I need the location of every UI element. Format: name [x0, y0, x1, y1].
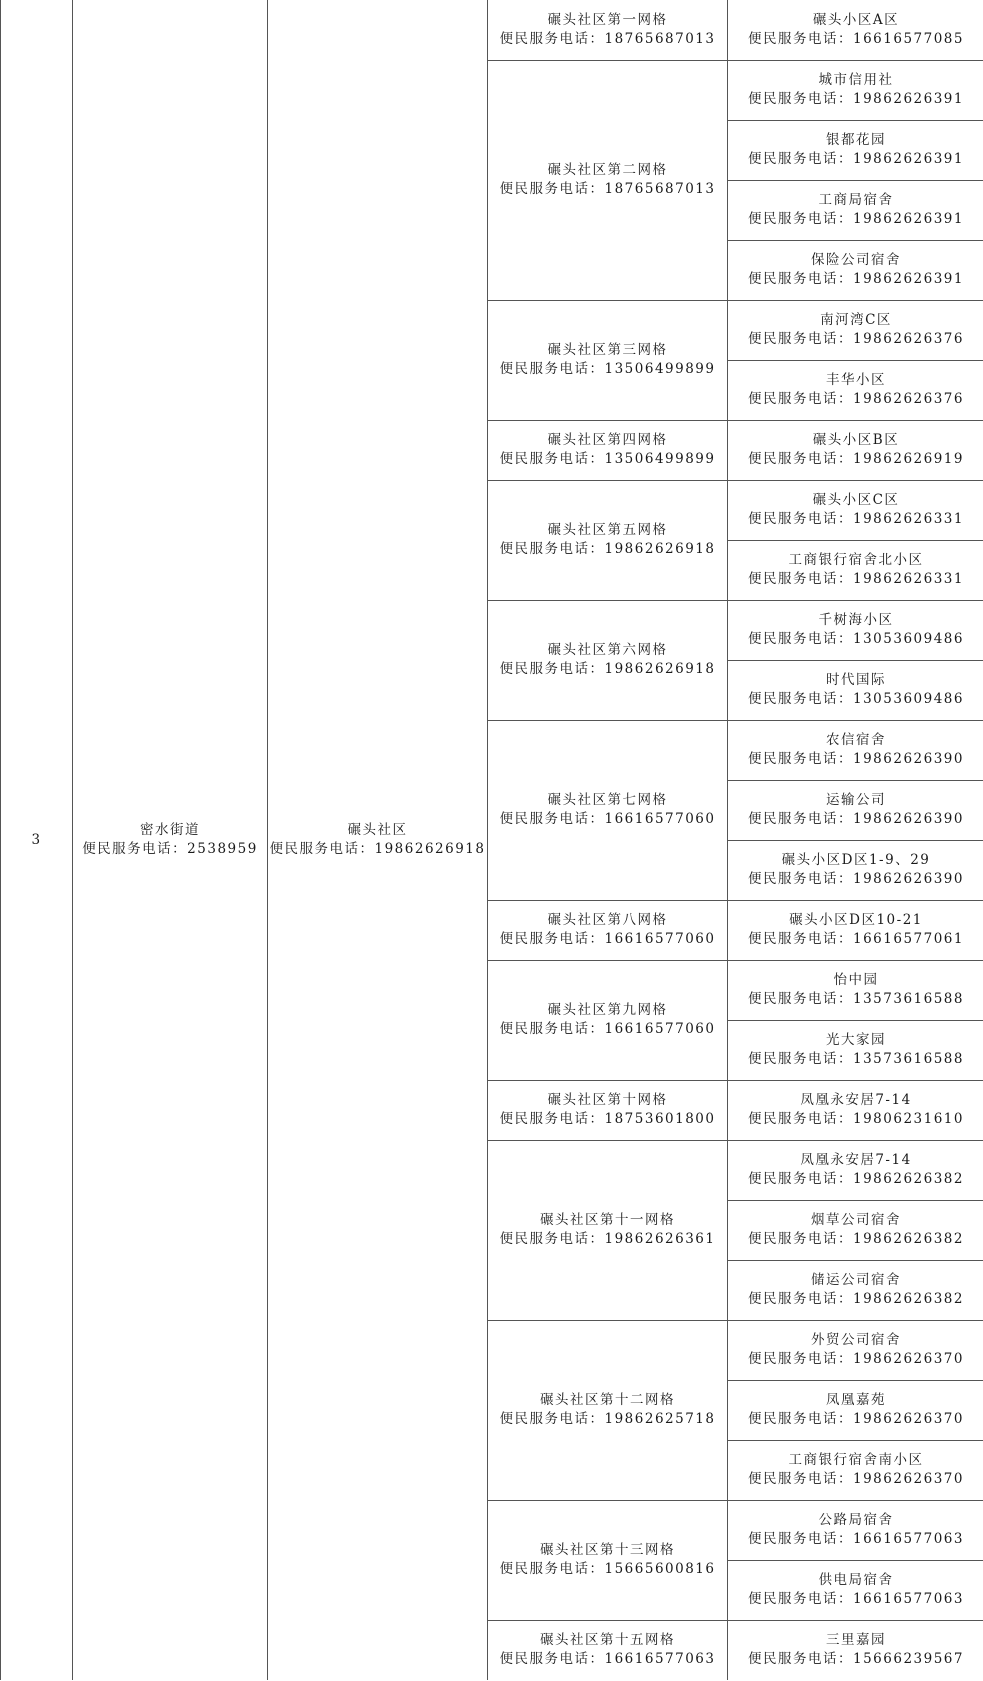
area-name: 工商银行宿舍北小区: [788, 552, 924, 568]
area-name: 南河湾C区: [820, 312, 892, 328]
area-cell: [728, 240, 983, 300]
grid-cell: [488, 1500, 728, 1620]
area-cell: [728, 1380, 983, 1440]
area-cell: [728, 120, 983, 180]
grid-phone: 便民服务电话：15665600816: [499, 1561, 716, 1577]
street-phone: 便民服务电话：2538959: [82, 841, 258, 857]
grid-phone: 便民服务电话：19862626918: [499, 661, 716, 677]
street-name: 密水街道: [140, 822, 200, 838]
grid-phone: 便民服务电话：16616577063: [499, 1651, 716, 1668]
area-phone: 便民服务电话：19862626390: [748, 811, 964, 827]
area-phone: 便民服务电话：19862626391: [748, 151, 964, 167]
grid-name: 碾头社区第六网格: [547, 642, 668, 658]
area-phone: 便民服务电话：16616577063: [748, 1531, 964, 1547]
area-phone: 便民服务电话：19862626390: [748, 751, 964, 767]
area-cell: [728, 1080, 983, 1140]
area-cell: [728, 1020, 983, 1080]
directory-table-body: [1, 0, 983, 1680]
grid-name: 碾头社区第十二网格: [540, 1392, 675, 1408]
grid-name: 碾头社区第十三网格: [540, 1542, 675, 1558]
area-cell: [728, 360, 983, 420]
grid-phone: 便民服务电话：13506499899: [499, 451, 716, 467]
area-name: 储运公司宿舍: [811, 1272, 901, 1288]
grid-phone: 便民服务电话：13506499899: [499, 361, 716, 377]
grid-cell: [488, 720, 728, 900]
area-cell: [728, 1320, 983, 1380]
index-number: 3: [31, 831, 42, 848]
area-name: 农信宿舍: [826, 732, 886, 748]
area-phone: 便民服务电话：15666239567: [748, 1651, 964, 1668]
area-cell: [728, 720, 983, 780]
grid-cell: [488, 300, 728, 420]
grid-phone: 便民服务电话：16616577060: [499, 931, 716, 947]
area-phone: 便民服务电话：13053609486: [748, 631, 964, 647]
area-name: 时代国际: [826, 672, 886, 688]
grid-phone: 便民服务电话：16616577060: [499, 811, 716, 827]
area-name: 工商局宿舍: [818, 192, 894, 208]
grid-name: 碾头社区第十一网格: [540, 1212, 675, 1228]
area-phone: 便民服务电话：19862626370: [748, 1411, 964, 1427]
grid-cell: [488, 1080, 728, 1140]
area-phone: 便民服务电话：13573616588: [748, 991, 964, 1007]
area-phone: 便民服务电话：19862626382: [748, 1291, 964, 1307]
area-cell: [728, 660, 983, 720]
area-phone: 便民服务电话：19862626370: [748, 1351, 964, 1367]
street-cell: [73, 0, 268, 1680]
area-name: 运输公司: [826, 792, 886, 808]
area-name: 丰华小区: [826, 372, 886, 388]
grid-phone: 便民服务电话：19862626361: [499, 1231, 716, 1247]
area-cell: [728, 1260, 983, 1320]
area-name: 碾头小区D区10-21: [789, 912, 923, 928]
area-phone: 便民服务电话：16616577061: [748, 931, 964, 947]
area-phone: 便民服务电话：19862626331: [748, 511, 964, 527]
grid-cell: [488, 1140, 728, 1320]
area-name: 凤凰永安居7-14: [800, 1092, 912, 1108]
grid-phone: 便民服务电话：19862626918: [499, 541, 716, 557]
area-cell: [728, 420, 983, 480]
index-cell: [1, 0, 73, 1680]
area-phone: 便民服务电话：19862626376: [748, 391, 964, 407]
area-cell: [728, 1140, 983, 1200]
grid-cell: [488, 900, 728, 960]
grid-name: 碾头社区第一网格: [547, 11, 668, 28]
area-phone: 便民服务电话：19862626391: [748, 91, 964, 107]
grid-cell: [488, 60, 728, 300]
area-phone: 便民服务电话：19862626919: [748, 451, 964, 467]
grid-name: 碾头社区第四网格: [547, 432, 668, 448]
community-phone: 便民服务电话：19862626918: [269, 841, 486, 857]
area-phone: 便民服务电话：13053609486: [748, 691, 964, 707]
area-cell: [728, 960, 983, 1020]
area-cell: [728, 1200, 983, 1260]
area-cell: [728, 1440, 983, 1500]
area-name: 光大家园: [826, 1032, 886, 1048]
area-name: 工商银行宿舍南小区: [788, 1452, 924, 1468]
grid-cell: [488, 1620, 728, 1680]
area-phone: 便民服务电话：16616577063: [748, 1591, 964, 1607]
grid-phone: 便民服务电话：19862625718: [499, 1411, 716, 1427]
area-name: 千树海小区: [818, 612, 894, 628]
area-cell: [728, 1500, 983, 1560]
grid-phone: 便民服务电话：18765687013: [499, 30, 716, 47]
grid-name: 碾头社区第七网格: [547, 792, 668, 808]
grid-phone: 便民服务电话：18765687013: [499, 181, 716, 197]
area-name: 三里嘉园: [826, 1632, 886, 1649]
community-name: 碾头社区: [347, 822, 408, 838]
area-phone: 便民服务电话：19806231610: [748, 1111, 964, 1127]
area-cell: [728, 1560, 983, 1620]
area-cell: [728, 480, 983, 540]
grid-name: 碾头社区第九网格: [547, 1002, 668, 1018]
area-cell: [728, 840, 983, 900]
area-name: 凤凰永安居7-14: [800, 1152, 912, 1168]
grid-cell: [488, 600, 728, 720]
grid-cell: [488, 0, 728, 60]
area-cell: [728, 1620, 983, 1680]
grid-name: 碾头社区第二网格: [547, 162, 668, 178]
area-phone: 便民服务电话：19862626391: [748, 271, 964, 287]
area-cell: [728, 0, 983, 60]
area-cell: [728, 900, 983, 960]
grid-name: 碾头社区第五网格: [547, 522, 668, 538]
grid-name: 碾头社区第十五网格: [540, 1632, 675, 1649]
grid-phone: 便民服务电话：16616577060: [499, 1021, 716, 1037]
area-name: 公路局宿舍: [818, 1512, 894, 1528]
area-cell: [728, 60, 983, 120]
area-name: 保险公司宿舍: [811, 252, 901, 268]
area-phone: 便民服务电话：19862626331: [748, 571, 964, 587]
area-name: 银都花园: [826, 132, 886, 148]
table-row: [1, 0, 983, 60]
grid-name: 碾头社区第十网格: [547, 1092, 668, 1108]
grid-cell: [488, 960, 728, 1080]
grid-cell: [488, 1320, 728, 1500]
area-name: 碾头小区A区: [812, 11, 900, 28]
area-phone: 便民服务电话：16616577085: [748, 30, 964, 47]
grid-phone: 便民服务电话：18753601800: [499, 1111, 716, 1127]
area-name: 碾头小区D区1-9、29: [781, 852, 931, 868]
area-name: 城市信用社: [818, 72, 894, 88]
area-name: 凤凰嘉苑: [826, 1392, 886, 1408]
area-phone: 便民服务电话：19862626390: [748, 871, 964, 887]
area-name: 外贸公司宿舍: [811, 1332, 901, 1348]
area-phone: 便民服务电话：19862626370: [748, 1471, 964, 1487]
grid-cell: [488, 480, 728, 600]
area-cell: [728, 600, 983, 660]
community-cell: [268, 0, 488, 1680]
area-name: 碾头小区C区: [812, 492, 900, 508]
area-name: 碾头小区B区: [812, 432, 900, 448]
grid-name: 碾头社区第八网格: [547, 912, 668, 928]
area-phone: 便民服务电话：19862626391: [748, 211, 964, 227]
area-name: 供电局宿舍: [818, 1572, 894, 1588]
area-cell: [728, 180, 983, 240]
grid-cell: [488, 420, 728, 480]
area-phone: 便民服务电话：19862626382: [748, 1171, 964, 1187]
area-name: 怡中园: [833, 972, 879, 988]
area-name: 烟草公司宿舍: [811, 1212, 901, 1228]
area-cell: [728, 780, 983, 840]
area-cell: [728, 300, 983, 360]
area-phone: 便民服务电话：19862626382: [748, 1231, 964, 1247]
grid-name: 碾头社区第三网格: [547, 342, 668, 358]
area-phone: 便民服务电话：13573616588: [748, 1051, 964, 1067]
area-cell: [728, 540, 983, 600]
area-phone: 便民服务电话：19862626376: [748, 331, 964, 347]
